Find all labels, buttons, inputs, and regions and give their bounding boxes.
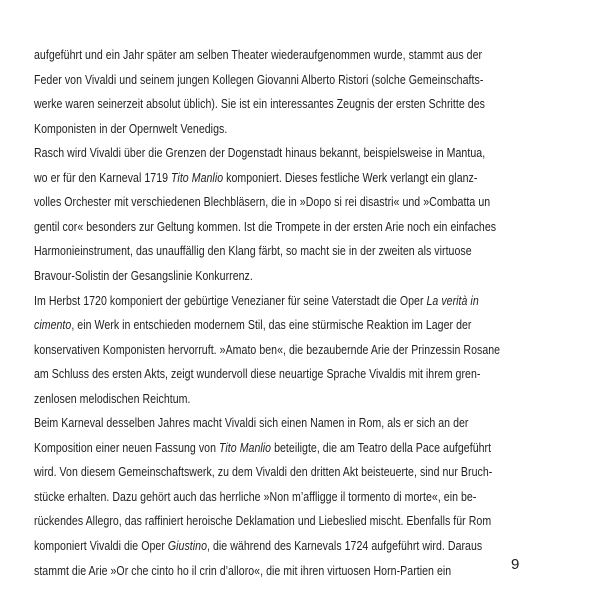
text-line — [34, 123, 227, 136]
text-segment: am Schluss des ersten Akts, zeigt wundervoll diese neuartige Sprache Vivaldis mit ihrem gren- — [34, 367, 481, 382]
text-line — [34, 515, 491, 528]
text-segment: komponiert Vivaldi die Oper — [34, 539, 168, 553]
text-segment: Feder von Vivaldi und seinem jungen Kollegen Giovanni Alberto Ristori (solche Gemeinschafts- — [34, 72, 484, 87]
text-segment: aufgeführt und ein Jahr später am selben Theater wiederaufgenommen wurde, stammt aus der — [34, 48, 483, 62]
text-line — [34, 196, 490, 209]
text-segment: Komponisten in der Opernwelt Venedigs. — [34, 121, 228, 136]
text-line — [34, 442, 491, 455]
text-line — [34, 270, 253, 283]
text-segment: wird. Von diesem Gemeinschaftswerk, zu dem Vivaldi den dritten Akt beisteuerte, sind nur Bruch- — [34, 465, 493, 480]
text-line — [34, 319, 471, 332]
text-line — [34, 147, 485, 160]
text-line — [34, 172, 477, 185]
italic-title: La verità in — [426, 293, 479, 308]
text-line — [34, 98, 485, 111]
text-line — [34, 565, 451, 578]
text-line — [34, 245, 472, 258]
italic-title: Giustino — [167, 539, 208, 553]
text-line — [34, 466, 492, 479]
text-segment: beteiligte, die am Teatro della Pace aufgeführt — [271, 440, 492, 455]
italic-title: cimento — [34, 318, 72, 333]
page-number: 9 — [511, 556, 520, 573]
text-segment: Im Herbst 1720 komponiert der gebürtige Venezianer für seine Vaterstadt die Oper — [34, 293, 427, 308]
text-line — [34, 393, 191, 406]
text-line — [34, 295, 479, 308]
text-line — [34, 540, 482, 553]
text-segment: Harmonieinstrument, das unauffällig den Klang färbt, so macht sie in der zweiten als virtuose — [34, 244, 472, 259]
text-segment: zenlosen melodischen Reichtum. — [34, 391, 191, 406]
text-segment: rückendes Allegro, das raffiniert heroische Deklamation und Liebeslied mischt. Ebenfalls für Rom — [34, 514, 492, 529]
text-segment: Komposition einer neuen Fassung von — [34, 440, 219, 455]
text-segment: Rasch wird Vivaldi über die Grenzen der Dogenstadt hinaus bekannt, beispielsweise in Mantua, — [34, 146, 486, 161]
text-line — [34, 49, 482, 62]
italic-title: Tito Manlio — [171, 170, 224, 185]
text-segment: Bravour-Solistin der Gesangslinie Konkurrenz. — [34, 268, 253, 283]
italic-title: Tito Manlio — [218, 440, 272, 455]
text-line — [34, 491, 476, 504]
text-segment: stammt die Arie »Or che cinto ho il crin d’alloro«, die mit ihren virtuosen Horn-Partien ein — [34, 563, 452, 578]
text-line — [34, 74, 483, 87]
text-segment: stücke erhalten. Dazu gehört auch das herrliche »Non m’affligge il tormento di morte«, ein be- — [34, 489, 477, 504]
text-segment: konservativen Komponisten hervorruft. »Amato ben«, die bezaubernde Arie der Prinzessin Rosane — [34, 342, 501, 357]
text-segment: komponiert. Dieses festliche Werk verlangt ein glanz- — [223, 170, 478, 185]
text-segment: werke waren seinerzeit absolut üblich). Sie ist ein interessantes Zeugnis der ersten Schritte des — [34, 97, 485, 112]
text-segment: gentil cor« besonders zur Geltung kommen. Ist die Trompete in der ersten Arie noch ein einfaches — [34, 219, 497, 234]
text-line — [34, 368, 480, 381]
text-line — [34, 344, 500, 357]
text-segment: volles Orchester mit verschiedenen Blechbläsern, die in »Dopo si rei disastri« und »Combatta un — [34, 195, 491, 210]
text-segment: , die während des Karnevals 1724 aufgeführt wird. Daraus — [207, 539, 483, 553]
text-line — [34, 221, 496, 234]
text-segment: wo er für den Karneval 1719 — [34, 170, 172, 185]
text-segment: Beim Karneval desselben Jahres macht Vivaldi sich einen Namen in Rom, als er sich an der — [34, 416, 469, 431]
text-segment: , ein Werk in entschieden modernem Stil, das eine stürmische Reaktion im Lager der — [71, 318, 472, 333]
text-line — [34, 417, 469, 430]
